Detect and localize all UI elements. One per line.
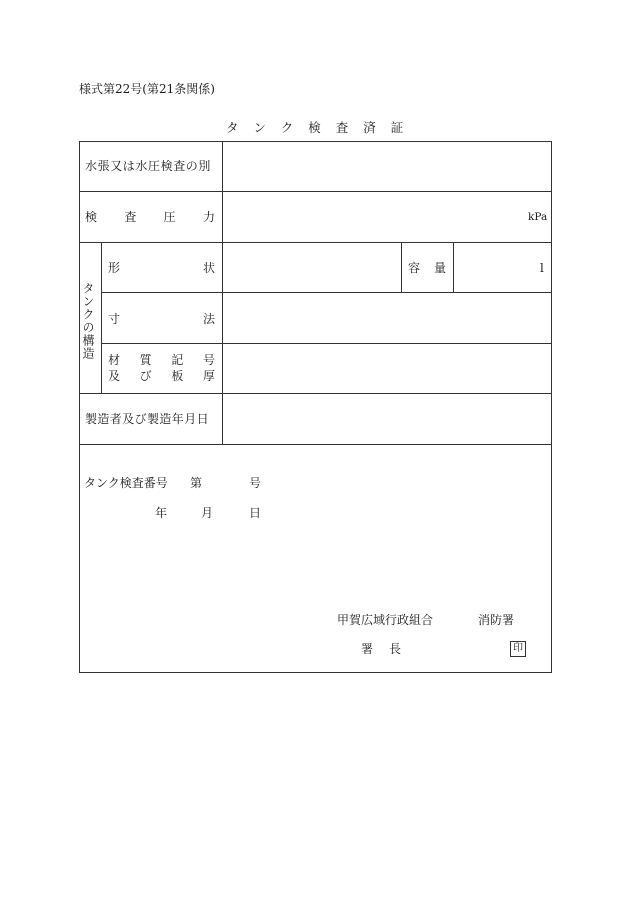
row-divider [79,242,552,243]
date-day: 日 [249,506,262,520]
number-prefix: 第 [190,476,203,490]
seal-mark: 印 [510,641,526,657]
inspection-number-label: タンク検査番号 [84,476,168,490]
thickness-label: 及 び 板 厚 [108,369,215,383]
issuer-organization: 甲賀広域行政組合 [337,613,434,627]
row-divider [101,343,552,344]
shape-label: 形 状 [108,261,215,275]
page-title: タンク検査済証 [226,120,419,135]
date-month: 月 [201,506,214,520]
date-year: 年 [155,506,168,520]
row-divider [79,393,552,394]
number-suffix: 号 [249,476,262,490]
test-pressure-label: 検 査 圧 力 [85,210,215,224]
issuer-office: 消防署 [478,613,515,627]
form-number: 様式第22号(第21条関係) [79,82,215,96]
capacity-divider [453,242,454,292]
column-divider [222,141,223,444]
row-divider [79,444,552,445]
tank-structure-label: タンクの構造 [81,282,95,360]
pressure-unit: kPa [528,211,548,223]
capacity-divider [401,242,402,292]
structure-group-divider [101,242,102,393]
capacity-label: 容 量 [408,261,446,275]
capacity-unit: l [540,261,544,275]
row-divider [101,292,552,293]
dimension-label: 寸 法 [108,312,215,326]
row-divider [79,191,552,192]
material-label: 材 質 記 号 [108,353,215,367]
manufacturer-label: 製造者及び製造年月日 [85,412,210,426]
chief-title: 署 長 [361,642,404,656]
water-test-label: 水張又は水圧検査の別 [85,159,212,173]
